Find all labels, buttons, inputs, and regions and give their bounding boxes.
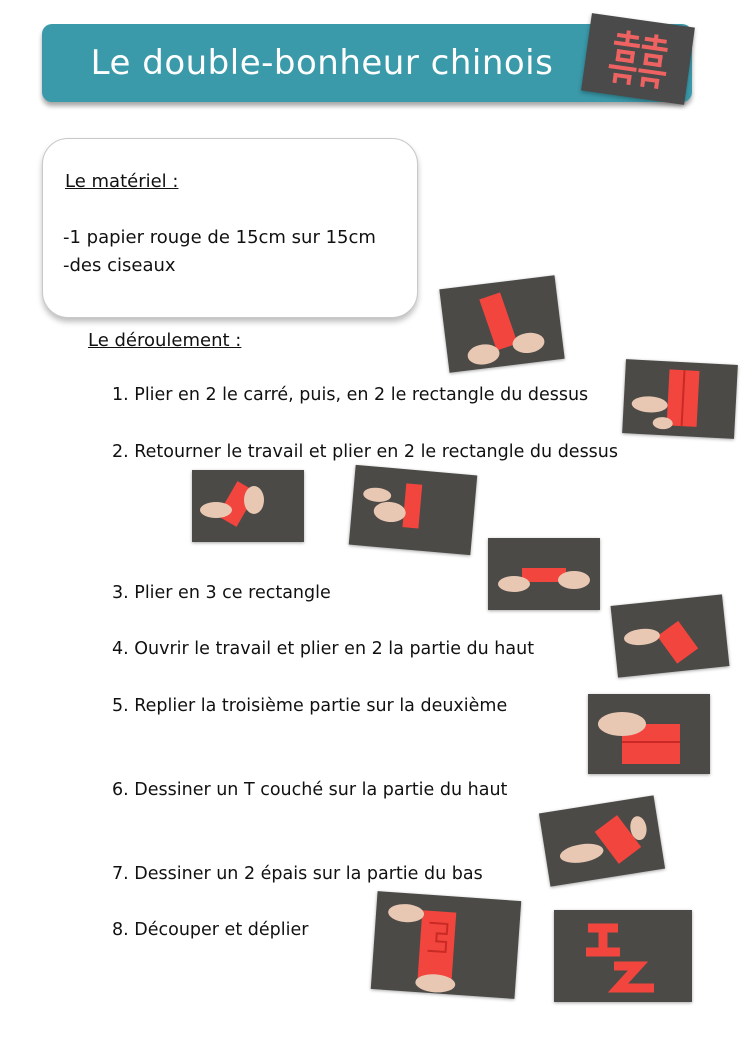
photo-step-1a xyxy=(439,275,564,373)
photo-step-8a xyxy=(371,891,521,999)
photo-step-1b xyxy=(622,359,738,439)
page-title: Le double-bonheur chinois xyxy=(90,43,554,83)
step-6: 6. Dessiner un T couché sur la partie du haut xyxy=(112,780,508,800)
materiel-box xyxy=(42,138,418,318)
materiel-heading: Le matériel : xyxy=(65,171,179,192)
step-8: 8. Découper et déplier xyxy=(112,920,309,940)
deroulement-heading: Le déroulement : xyxy=(88,330,242,351)
double-happiness-symbol-icon xyxy=(607,28,672,90)
materiel-item-paper: -1 papier rouge de 15cm sur 15cm xyxy=(63,227,376,248)
photo-step-3 xyxy=(488,538,600,610)
step-7: 7. Dessiner un 2 épais sur la partie du bas xyxy=(112,864,483,884)
photo-step-2a xyxy=(192,470,304,542)
double-happiness-photo xyxy=(581,13,695,105)
photo-step-5 xyxy=(588,694,710,774)
photo-step-4 xyxy=(611,594,730,677)
photo-step-8b xyxy=(554,910,692,1002)
step-5: 5. Replier la troisième partie sur la deuxième xyxy=(112,696,508,716)
step-3: 3. Plier en 3 ce rectangle xyxy=(112,583,331,603)
photo-step-2b xyxy=(349,465,478,555)
step-4: 4. Ouvrir le travail et plier en 2 la partie du haut xyxy=(112,639,535,659)
step-1: 1. Plier en 2 le carré, puis, en 2 le rectangle du dessus xyxy=(112,385,589,405)
photo-step-6 xyxy=(539,795,665,886)
step-2: 2. Retourner le travail et plier en 2 le rectangle du dessus xyxy=(112,442,619,462)
materiel-item-scissors: -des ciseaux xyxy=(63,255,176,276)
